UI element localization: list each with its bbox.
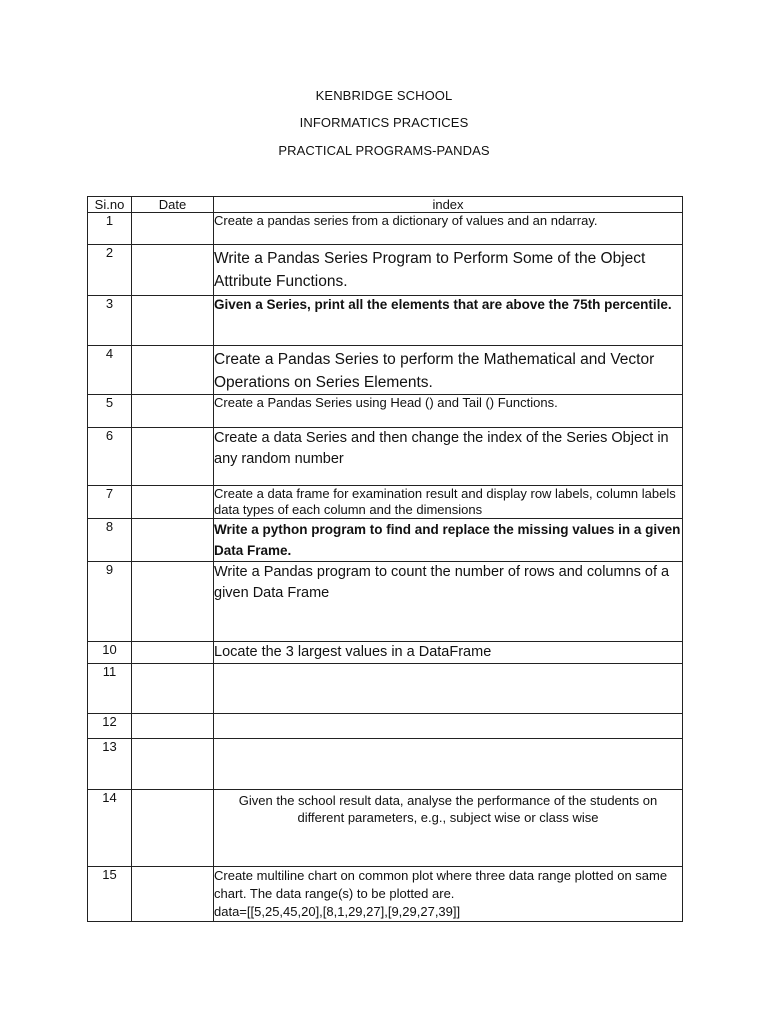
- row-number: 3: [88, 296, 132, 346]
- row-task: Create a data frame for examination result and display row labels, column labels data types of each column and the dimensions: [214, 486, 676, 517]
- row-number: 12: [88, 714, 132, 739]
- column-header-index: index: [214, 197, 683, 213]
- row-number: 11: [88, 664, 132, 714]
- table-row: [88, 664, 683, 714]
- row-number: 1: [88, 213, 132, 245]
- row-task: Write a Pandas program to count the number of rows and columns of a given Data Frame: [214, 564, 670, 601]
- row-date: [132, 486, 214, 519]
- table-row: [88, 714, 683, 739]
- row-task: Locate the 3 largest values in a DataFrame: [214, 644, 492, 660]
- row-number: 9: [88, 562, 132, 642]
- row-date: [132, 395, 214, 428]
- school-name: KENBRIDGE SCHOOL: [315, 88, 453, 103]
- row-date: [132, 867, 214, 922]
- column-header-date: Date: [132, 197, 214, 213]
- table-row: [88, 296, 683, 346]
- table-row: [88, 395, 683, 428]
- row-task: Write a python program to find and replace the missing values in a given Data Frame.: [214, 522, 681, 558]
- row-task: Create a pandas series from a dictionary of values and an ndarray.: [214, 213, 598, 228]
- table-row: [88, 739, 683, 790]
- row-number: 10: [88, 642, 132, 664]
- row-task: Given a Series, print all the elements that are above the 75th percentile.: [214, 297, 672, 312]
- row-date: [132, 245, 214, 296]
- row-task: [214, 714, 683, 739]
- row-date: [132, 642, 214, 664]
- table-row: [88, 642, 683, 664]
- row-date: [132, 296, 214, 346]
- row-task: Create multiline chart on common plot where three data range plotted on same chart. The data range(s) to be plotted are.: [214, 868, 668, 901]
- row-task: Create a data Series and then change the index of the Series Object in any random number: [214, 430, 669, 467]
- row-task: [214, 664, 683, 714]
- row-date: [132, 519, 214, 562]
- row-date: [132, 790, 214, 867]
- row-date: [132, 739, 214, 790]
- row-number: 13: [88, 739, 132, 790]
- row-date: [132, 428, 214, 486]
- row-number: 2: [88, 245, 132, 296]
- table-row: [88, 213, 683, 245]
- program-index-table: [87, 196, 683, 922]
- row-number: 14: [88, 790, 132, 867]
- table-row: [88, 562, 683, 642]
- row-task: Write a Pandas Series Program to Perform Some of the Object Attribute Functions.: [214, 250, 646, 290]
- table-row: [88, 245, 683, 296]
- row-number: 4: [88, 346, 132, 395]
- row-number: 7: [88, 486, 132, 519]
- row-date: [132, 664, 214, 714]
- row-task: [214, 739, 683, 790]
- table-row: [88, 790, 683, 867]
- row-task-data: data=[[5,25,45,20],[8,1,29,27],[9,29,27,39]]: [214, 904, 461, 919]
- row-date: [132, 714, 214, 739]
- row-task: Given the school result data, analyse the performance of the students on different parameters, e.g., subject wise or class wise: [238, 793, 658, 825]
- row-date: [132, 346, 214, 395]
- table-row: [88, 428, 683, 486]
- row-number: 5: [88, 395, 132, 428]
- row-date: [132, 213, 214, 245]
- row-task: Create a Pandas Series using Head () and Tail () Functions.: [214, 395, 558, 410]
- row-task: Create a Pandas Series to perform the Mathematical and Vector Operations on Series Elements.: [214, 351, 655, 391]
- table-row: [88, 519, 683, 562]
- column-header-sno: Si.no: [88, 197, 132, 213]
- table-row: [88, 486, 683, 519]
- table-row: [88, 867, 683, 922]
- table-header-row: [88, 197, 683, 213]
- document-title: PRACTICAL PROGRAMS-PANDAS: [278, 143, 490, 158]
- row-date: [132, 562, 214, 642]
- row-number: 6: [88, 428, 132, 486]
- table-row: [88, 346, 683, 395]
- row-number: 8: [88, 519, 132, 562]
- subject-title: INFORMATICS PRACTICES: [299, 115, 469, 130]
- row-number: 15: [88, 867, 132, 922]
